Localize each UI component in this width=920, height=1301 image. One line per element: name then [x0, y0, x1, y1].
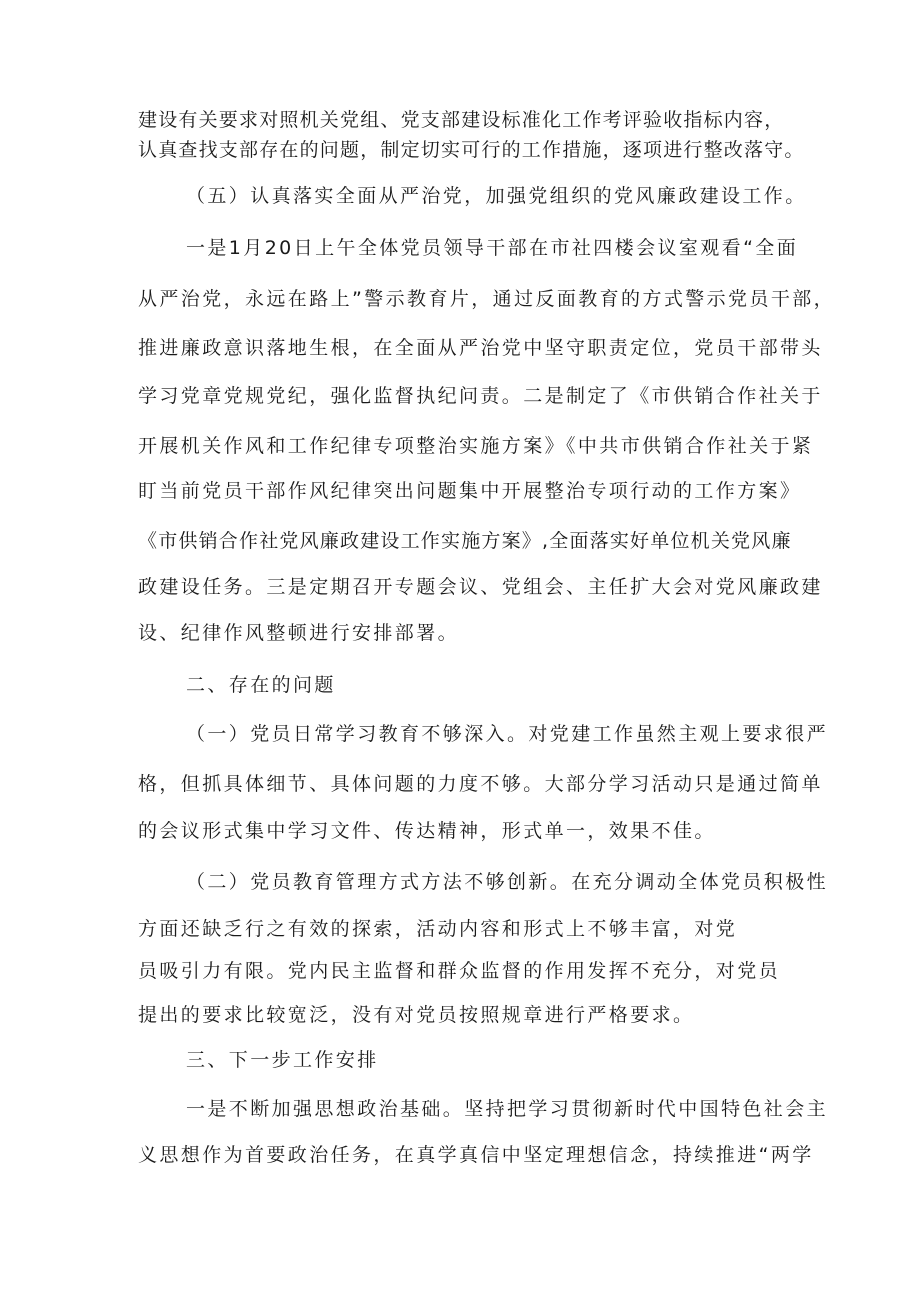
section-heading-2: 二、存在的问题: [186, 674, 336, 696]
paragraph-line: 格，但抓具体细节、具体问题的力度不够。大部分学习活动只是通过简单: [138, 773, 823, 795]
paragraph-line: 认真查找支部存在的问题，制定切实可行的工作措施，逐项进行整改落守。: [138, 139, 805, 161]
paragraph-line: 学习党章党规党纪，强化监督执纪问责。二是制定了《市供销合作社关于: [138, 385, 823, 407]
paragraph-line: 一是1月20日上午全体党员领导干部在市社四楼会议室观看“全面: [186, 237, 799, 259]
paragraph-line: 的会议形式集中学习文件、传达精神，形式单一，效果不佳。: [138, 820, 716, 842]
paragraph-line: 设、纪律作风整顿进行安排部署。: [138, 622, 460, 644]
paragraph-line: 政建设任务。三是定期召开专题会议、党组会、主任扩大会对党风廉政建: [138, 576, 823, 598]
section-heading-5: （五）认真落实全面从严治党，加强党组织的党风廉政建设工作。: [186, 185, 807, 207]
paragraph-line: 方面还缺乏行之有效的探索，活动内容和形式上不够丰富，对党: [138, 918, 738, 940]
paragraph-line: 开展机关作风和工作纪律专项整治实施方案》《中共市供销合作社关于紧: [138, 435, 814, 457]
paragraph-line: （二）党员教育管理方式方法不够创新。在充分调动全体党员积极性: [186, 871, 829, 893]
section-heading-3: 三、下一步工作安排: [186, 1049, 379, 1071]
paragraph-line: 盯当前党员干部作风纪律突出问题集中开展整治专项行动的工作方案》: [138, 480, 802, 502]
paragraph-line: 提出的要求比较宽泛，没有对党员按照规章进行严格要求。: [138, 1004, 695, 1026]
paragraph-line: 推进廉政意识落地生根，在全面从严治党中坚守职责定位，党员干部带头: [138, 337, 823, 359]
paragraph-line: 从严治党，永远在路上”警示教育片，通过反面教育的方式警示党员干部，: [138, 288, 836, 310]
paragraph-line: 义思想作为首要政治任务，在真学真信中坚定理想信念，持续推进“两学: [138, 1144, 814, 1166]
paragraph-line: 员吸引力有限。党内民主监督和群众监督的作用发挥不充分，对党员: [138, 960, 781, 982]
paragraph-line: 建设有关要求对照机关党组、党支部建设标准化工作考评验收指标内容，: [138, 109, 785, 131]
paragraph-line: 《市供销合作社党风廉政建设工作实施方案》,全面落实好单位机关党风廉: [138, 530, 792, 552]
paragraph-line: 一是不断加强思想政治基础。坚持把学习贯彻新时代中国特色社会主: [186, 1098, 829, 1120]
paragraph-line: （一）党员日常学习教育不够深入。对党建工作虽然主观上要求很严: [186, 723, 829, 745]
